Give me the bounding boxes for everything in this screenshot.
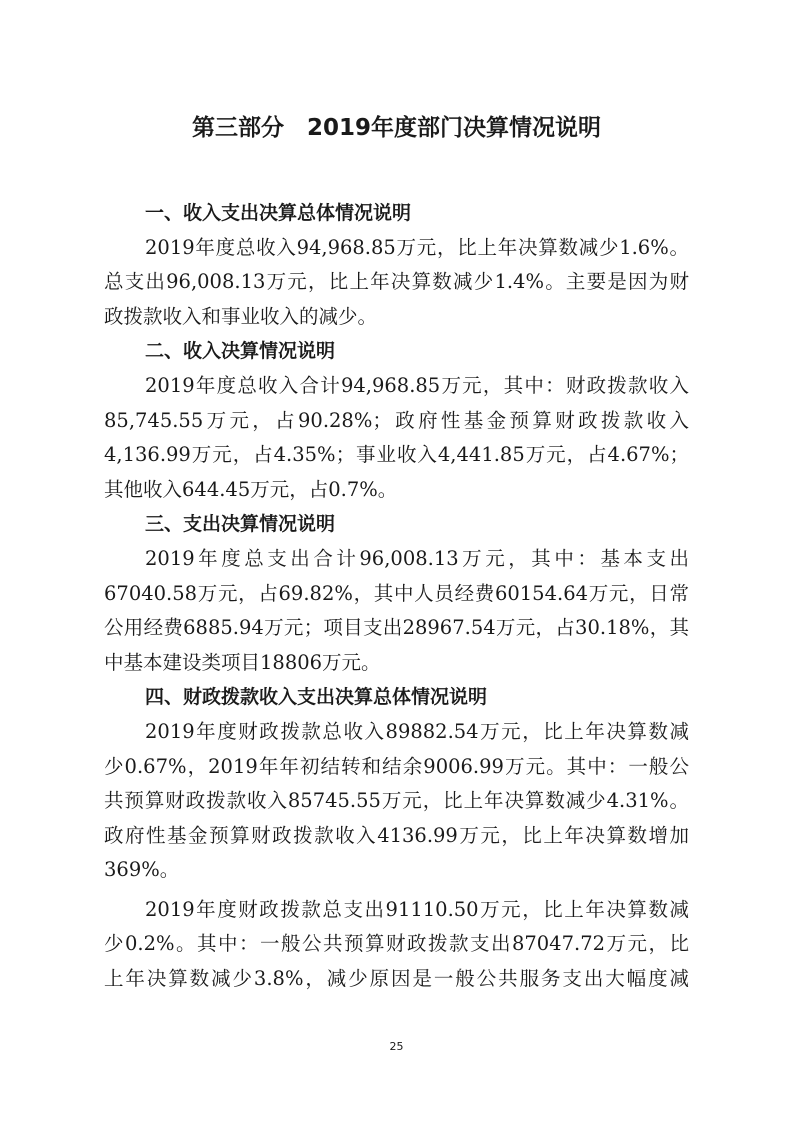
paragraph (104, 542, 689, 680)
section-heading: 一、收入支出决算总体情况说明 (145, 202, 412, 224)
text-line: 上年决算数减少3.8%，减少原因是一般公共服务支出大幅度减 (104, 967, 689, 991)
section-income (104, 334, 689, 507)
paragraph (104, 369, 689, 507)
text-line: 2019年度总收入合计94,968.85万元，其中：财政拨款收入 (145, 373, 689, 397)
section-fiscal-appropriation (104, 680, 689, 996)
text-line: 公用经费6885.94万元；项目支出28967.54万元，占30.18%，其 (104, 616, 689, 640)
paragraph (104, 715, 689, 888)
section-heading: 四、财政拨款收入支出决算总体情况说明 (145, 686, 488, 709)
text-line: 少0.2%。其中：一般公共预算财政拨款支出87047.72万元，比 (104, 932, 689, 956)
paragraph (104, 893, 689, 997)
text-line: 85,745.55万元，占90.28%；政府性基金预算财政拨款收入 (104, 408, 689, 432)
text-line: 2019年度总收入94,968.85万元，比上年决算数减少1.6%。 (145, 235, 689, 259)
paragraph (104, 231, 689, 335)
text-line: 共预算财政拨款收入85745.55万元，比上年决算数减少4.31%。 (104, 789, 689, 813)
text-line: 2019年度总支出合计96,008.13万元，其中：基本支出 (145, 546, 689, 570)
text-line: 2019年度财政拨款总收入89882.54万元，比上年决算数减 (145, 719, 689, 743)
section-expenditure (104, 507, 689, 680)
section-heading: 三、支出决算情况说明 (145, 513, 336, 536)
text-line: 总支出96,008.13万元，比上年决算数减少1.4%。主要是因为财 (104, 270, 689, 294)
text-line: 67040.58万元，占69.82%，其中人员经费60154.64万元，日常 (104, 581, 689, 605)
text-line: 政府性基金预算财政拨款收入4136.99万元，比上年决算数增加 (104, 823, 689, 847)
page-title: 第三部分 2019年度部门决算情况说明 (191, 115, 601, 141)
section-income-expenditure-overview (104, 196, 689, 334)
text-line: 中基本建设类项目18806万元。 (104, 650, 381, 674)
text-line: 2019年度财政拨款总支出91110.50万元，比上年决算数减 (145, 897, 689, 921)
section-heading: 二、收入决算情况说明 (145, 340, 336, 363)
text-line: 其他收入644.45万元，占0.7%。 (104, 477, 398, 501)
text-line: 4,136.99万元，占4.35%；事业收入4,441.85万元，占4.67%； (104, 443, 689, 467)
document-body (104, 196, 689, 997)
text-line: 政拨款收入和事业收入的减少。 (104, 304, 378, 328)
text-line: 369%。 (104, 858, 180, 882)
text-line: 少0.67%，2019年年初结转和结余9006.99万元。其中：一般公 (104, 754, 689, 778)
page-number: 25 (389, 1040, 404, 1053)
